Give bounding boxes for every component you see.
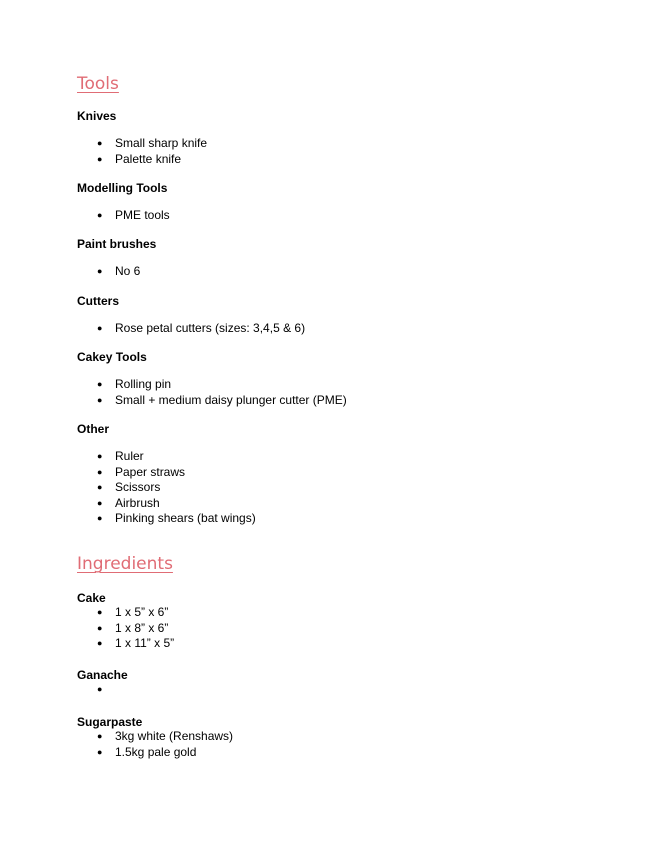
tools-heading: Tools [77,74,119,94]
list-item: ● Small sharp knife [97,136,208,150]
section-title-paint-brushes: Paint brushes [77,237,157,251]
bullet-icon: ● [97,607,103,617]
bullet-icon: ● [97,513,103,524]
section-title-other: Other [77,422,110,436]
list-modelling-tools [77,208,170,224]
bullet-icon: ● [97,684,103,694]
list-cutters [77,321,305,337]
list-item: ● 3kg white (Renshaws) [97,729,234,743]
bullet-icon: ● [97,394,103,405]
bullet-icon: ● [97,210,103,220]
ingredients-heading: Ingredients [77,554,173,574]
list-item: ● 1 x 8” x 6” [97,620,169,635]
list-item: ● Small + medium daisy plunger cutter (PME) [97,392,347,407]
bullet-icon: ● [97,622,103,633]
list-item: ● Scissors [97,480,161,495]
list-item: ● Ruler [97,449,144,463]
list-item: ● Airbrush [97,495,160,510]
list-item [77,682,115,698]
list-cake [77,605,174,652]
list-item: ● Palette knife [97,151,182,166]
list-item: ● Rolling pin [97,377,172,391]
section-title-ganache: Ganache [77,668,128,682]
list-item: ● Pinking shears (bat wings) [97,511,256,526]
list-item: ● 1 x 5” x 6” [97,605,169,619]
list-item: ● No 6 [97,264,141,278]
list-item: ● 1.5kg pale gold [97,744,197,759]
list-cakey-tools [77,377,347,408]
list-item: ● Paper straws [97,464,186,479]
bullet-icon: ● [97,482,103,493]
list-sugarpaste [77,729,233,760]
bullet-icon: ● [97,638,103,649]
list-other [77,449,256,527]
bullet-icon: ● [97,323,103,333]
bullet-icon: ● [97,746,103,757]
bullet-icon: ● [97,138,103,148]
section-title-sugarpaste: Sugarpaste [77,715,143,729]
bullet-icon: ● [97,451,103,461]
section-title-cutters: Cutters [77,294,120,308]
bullet-icon: ● [97,497,103,508]
list-paint-brushes [77,264,140,280]
bullet-icon: ● [97,379,103,389]
section-title-cake: Cake [77,591,106,605]
bullet-icon: ● [97,731,103,741]
section-title-modelling-tools: Modelling Tools [77,181,168,195]
bullet-icon: ● [97,266,103,276]
bullet-icon: ● [97,153,103,164]
list-item: ● PME tools [97,208,170,222]
list-item: ● 1 x 11” x 5” [97,636,175,651]
list-ganache [77,682,115,698]
list-knives [77,136,207,167]
bullet-icon: ● [97,466,103,477]
section-title-knives: Knives [77,109,117,123]
list-item: ● Rose petal cutters (sizes: 3,4,5 & 6) [97,321,306,335]
section-title-cakey-tools: Cakey Tools [77,350,147,364]
